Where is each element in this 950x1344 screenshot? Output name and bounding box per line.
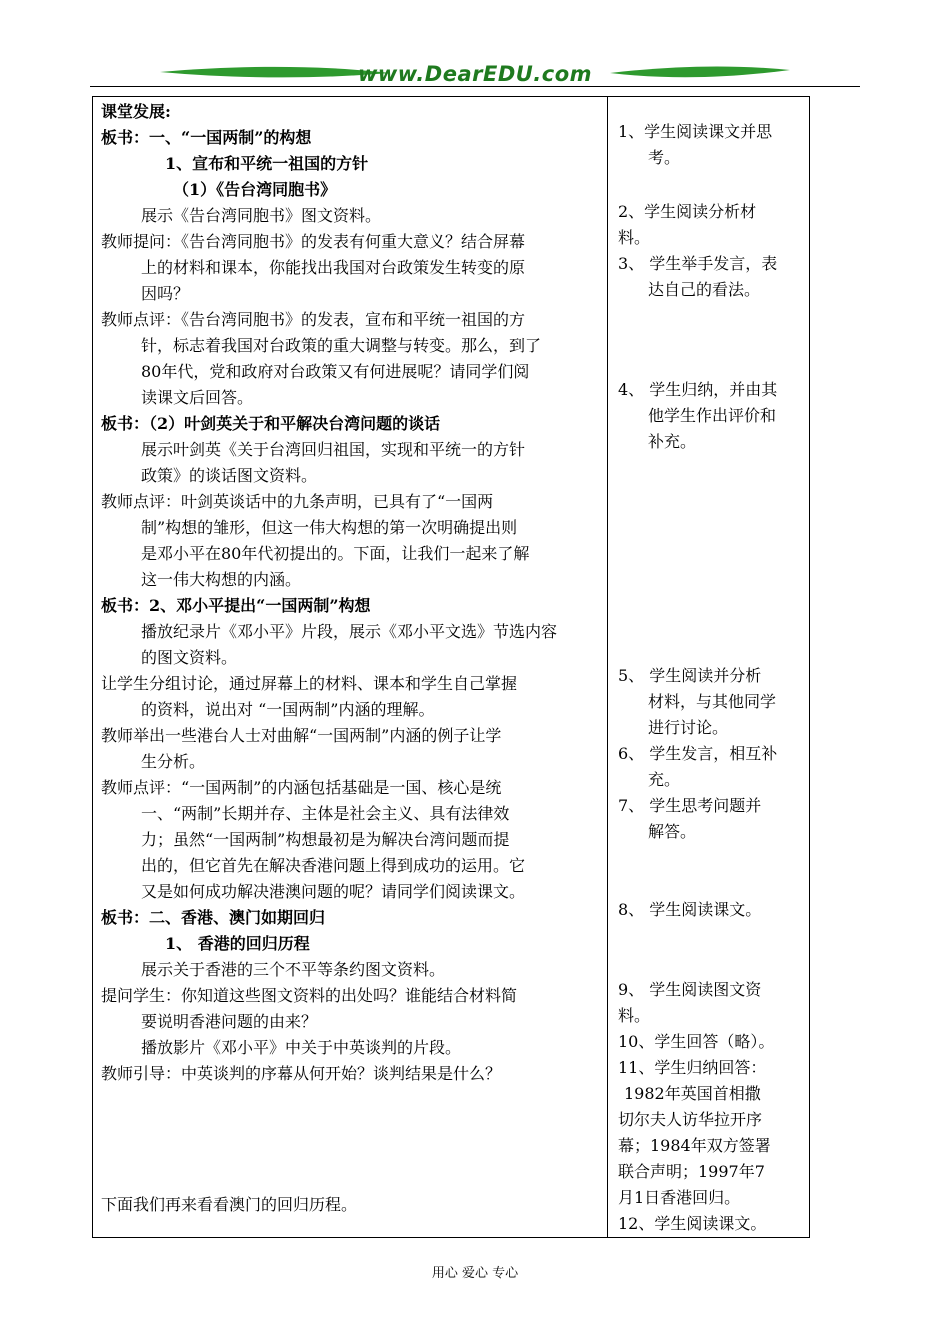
- site-logo-text: www.DearEDU.com: [357, 62, 593, 86]
- student-line: 11、学生归纳回答：: [618, 1058, 767, 1077]
- main-line: 针，标志着我国对台政策的重大调整与转变。那么，到了: [141, 336, 542, 355]
- student-line: 达自己的看法。: [648, 280, 761, 299]
- main-line: 播放影片《邓小平》中关于中英谈判的片段。: [141, 1038, 462, 1057]
- student-line: 8、 学生阅读课文。: [618, 900, 762, 919]
- main-line: 要说明香港问题的由来？: [141, 1012, 318, 1031]
- student-line: 4、 学生归纳，并由其: [618, 380, 778, 399]
- main-line: 播放纪录片《邓小平》片段，展示《邓小平文选》节选内容: [141, 622, 558, 641]
- header-rule: [90, 86, 860, 87]
- footer-motto: 用心 爱心 专心: [431, 1266, 519, 1281]
- main-line: 教师举出一些港台人士对曲解“一国两制”内涵的例子让学: [101, 726, 502, 745]
- student-line: 进行讨论。: [648, 718, 729, 737]
- teacher-activity-cell: [93, 97, 608, 1238]
- main-line: 读课文后回答。: [141, 388, 254, 407]
- main-line: 这一伟大构想的内涵。: [141, 570, 302, 589]
- student-line: 10、学生回答（略）。: [618, 1032, 775, 1051]
- lesson-table: [92, 96, 810, 1238]
- student-line: 料。: [618, 228, 651, 247]
- main-line: 教师引导：中英谈判的序幕从何开始？谈判结果是什么？: [101, 1064, 502, 1083]
- main-line: 展示关于香港的三个不平等条约图文资料。: [141, 960, 446, 979]
- student-line: 12、学生阅读课文。: [618, 1214, 767, 1233]
- main-line: 教师点评：叶剑英谈话中的九条声明，已具有了“一国两: [101, 492, 494, 511]
- student-line: 1、学生阅读课文并思: [618, 122, 773, 141]
- student-line: 3、 学生举手发言，表: [618, 254, 778, 273]
- main-line: 又是如何成功解决港澳问题的呢？请同学们阅读课文。: [141, 882, 526, 901]
- student-line: 联合声明；1997年7: [618, 1162, 765, 1181]
- main-line: 展示《告台湾同胞书》图文资料。: [141, 206, 382, 225]
- main-line: 教师点评：《告台湾同胞书》的发表，宣布和平统一祖国的方: [101, 310, 526, 329]
- main-line: 让学生分组讨论，通过屏幕上的材料、课本和学生自己掌握: [101, 674, 518, 693]
- student-line: 补充。: [648, 432, 697, 451]
- main-line: 课堂发展:: [101, 102, 171, 121]
- main-line: 板书：2、邓小平提出“一国两制”构想: [101, 596, 371, 615]
- student-line: 料。: [618, 1006, 651, 1025]
- main-line: 提问学生：你知道这些图文资料的出处吗？谁能结合材料简: [101, 986, 518, 1005]
- main-line: 1、宣布和平统一祖国的方针: [165, 154, 369, 173]
- main-line: 板书：一、“一国两制”的构想: [101, 128, 312, 147]
- main-line: 是邓小平在80年代初提出的。下面，让我们一起来了解: [141, 544, 530, 563]
- main-line: 教师提问：《告台湾同胞书》的发表有何重大意义？结合屏幕: [101, 232, 526, 251]
- student-line: 9、 学生阅读图文资: [618, 980, 762, 999]
- main-line: 出的，但它首先在解决香港问题上得到成功的运用。它: [141, 856, 526, 875]
- main-line: 的资料，说出对 “一国两制”内涵的理解。: [141, 700, 435, 719]
- main-line: 1、 香港的回归历程: [165, 934, 310, 953]
- main-line: 一、“两制”长期并存、主体是社会主义、具有法律效: [141, 804, 510, 823]
- main-line: 的图文资料。: [141, 648, 238, 667]
- student-line: 充。: [648, 770, 681, 789]
- student-activity-cell: [608, 97, 810, 1238]
- main-line: 板书：二、香港、澳门如期回归: [101, 908, 326, 927]
- student-line: 解答。: [648, 822, 697, 841]
- student-line: 材料，与其他同学: [648, 692, 777, 711]
- main-line: 制”构想的雏形，但这一伟大构想的第一次明确提出则: [141, 518, 518, 537]
- student-line: 他学生作出评价和: [648, 406, 777, 425]
- main-line: 因吗？: [141, 284, 190, 303]
- student-line: 5、 学生阅读并分析: [618, 666, 762, 685]
- main-line: 下面我们再来看看澳门的回归历程。: [101, 1195, 358, 1214]
- student-line: 考。: [648, 148, 681, 167]
- main-line: 上的材料和课本，你能找出我国对台政策发生转变的原: [141, 258, 526, 277]
- student-line: 6、 学生发言，相互补: [618, 744, 778, 763]
- student-line: 幕；1984年双方签署: [618, 1136, 771, 1155]
- main-line: 80年代，党和政府对台政策又有何进展呢？请同学们阅: [141, 362, 530, 381]
- main-line: 板书：（2）叶剑英关于和平解决台湾问题的谈话: [101, 414, 441, 433]
- student-line: 月1日香港回归。: [618, 1188, 741, 1207]
- main-line: 生分析。: [141, 752, 206, 771]
- main-line: 教师点评：“一国两制”的内涵包括基础是一国、核心是统: [101, 778, 502, 797]
- student-line: 2、学生阅读分析材: [618, 202, 757, 221]
- main-line: （1）《告台湾同胞书》: [173, 180, 337, 199]
- student-line: 7、 学生思考问题并: [618, 796, 762, 815]
- student-line: 1982年英国首相撒: [624, 1084, 761, 1103]
- main-line: 政策》的谈话图文资料。: [141, 466, 318, 485]
- main-line: 力；虽然“一国两制”构想最初是为解决台湾问题而提: [141, 830, 510, 849]
- student-line: 切尔夫人访华拉开序: [618, 1110, 763, 1129]
- main-line: 展示叶剑英《关于台湾回归祖国，实现和平统一的方针: [141, 440, 526, 459]
